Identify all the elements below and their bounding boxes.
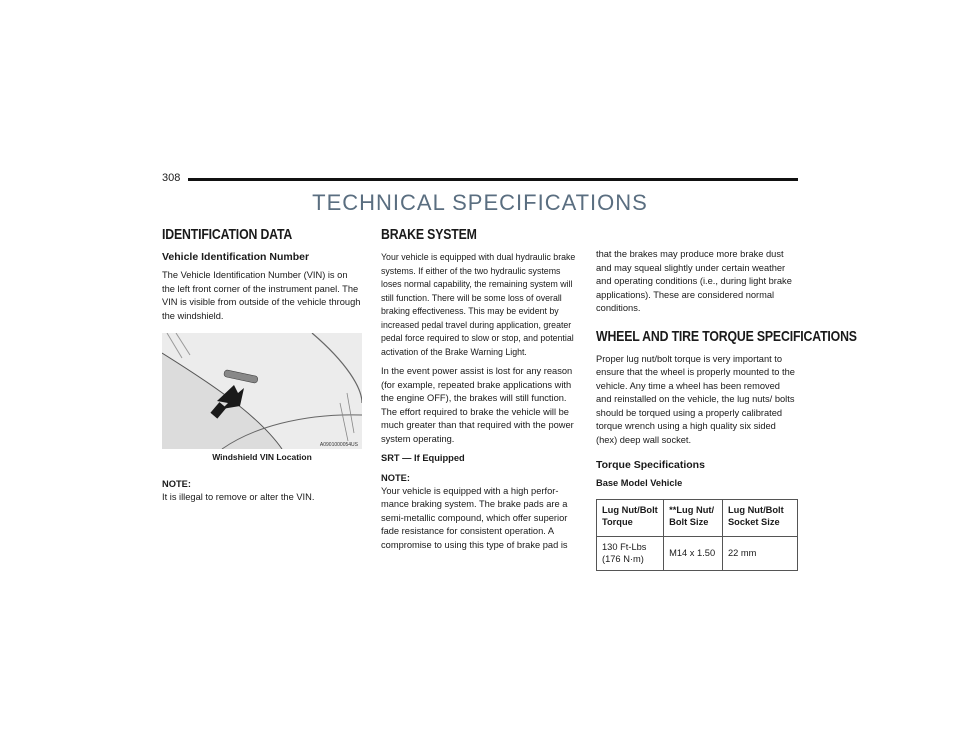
column-identification (162, 226, 362, 511)
note-text: It is illegal to remove or alter the VIN. (162, 492, 315, 502)
windshield-vin-illustration (162, 333, 362, 449)
torque-table (596, 499, 798, 571)
chapter-title: TECHNICAL SPECIFICATIONS (312, 190, 648, 215)
srt-label: SRT — If Equipped (381, 453, 465, 463)
page-number: 308 (162, 172, 181, 184)
brake-paragraph-2: In the event power assist is lost for any reason (for example, repeated brake applications with the engine OFF), the brakes will still function. The effort required to brake the vehicle will be much greater than that required with the power system operating. (381, 366, 574, 444)
note-label: NOTE: (162, 479, 191, 489)
section-heading-brake: BRAKE SYSTEM (381, 226, 477, 243)
figure-caption: Windshield VIN Location (212, 452, 312, 462)
column-torque (596, 248, 857, 571)
brake-paragraph-1: Your vehicle is equipped with dual hydraulic brake systems. If either of the two hydraulic systems loses normal capability, the remaining system will still function. There will be some loss of overall braking effectiveness. This may be evident by increased pedal travel during application, greater pedal force required to slow or stop, and potential activation of the Brake Warning Light. (381, 252, 576, 357)
table-label: Base Model Vehicle (596, 478, 683, 488)
subheading-vin: Vehicle Identification Number (162, 251, 310, 263)
table-cell: M14 x 1.50 (664, 536, 723, 570)
table-header-row (597, 499, 798, 536)
brake-note-continued: that the brakes may produce more brake dust and may squeal slightly under certain weather and operating conditions (i.e., during light brake applications). These are considered normal conditions. (596, 249, 792, 313)
torque-paragraph: Proper lug nut/bolt torque is very important to ensure that the wheel is properly mounted to the vehicle. Any time a wheel has been removed and reinstalled on the vehicle, the lug nuts/ bolts should be torqued using a properly calibrated torque wrench using a high quality six sided (hex) deep wall socket. (596, 353, 795, 445)
brake-note-label: NOTE: (381, 472, 410, 483)
column-brake-system (381, 226, 580, 558)
table-header-cell: Lug Nut/Bolt Socket Size (722, 499, 797, 536)
section-heading-identification: IDENTIFICATION DATA (162, 226, 293, 243)
vin-paragraph: The Vehicle Identification Number (VIN) is on the left front corner of the instrument panel. The VIN is visible from outside of the vehicle through the windshield. (162, 270, 361, 321)
table-cell: 22 mm (722, 536, 797, 570)
table-header-cell: Lug Nut/Bolt Torque (597, 499, 664, 536)
section-heading-torque: WHEEL AND TIRE TORQUE SPECIFICATIONS (596, 327, 857, 345)
brake-note-text: Your vehicle is equipped with a high perfor-mance braking system. The brake pads are a semi-metallic compound, which offer superior fade resistance for consistent operation. A compromise to using this type of brake pad is (381, 485, 568, 550)
windshield-illustration-svg (162, 333, 362, 449)
table-cell: 130 Ft-Lbs (176 N·m) (597, 536, 664, 570)
subheading-torque-specs: Torque Specifications (596, 459, 705, 471)
figure-code: A0901000054US (319, 442, 358, 448)
header-rule (188, 178, 798, 181)
table-header-cell: **Lug Nut/ Bolt Size (664, 499, 723, 536)
table-row (597, 536, 798, 570)
